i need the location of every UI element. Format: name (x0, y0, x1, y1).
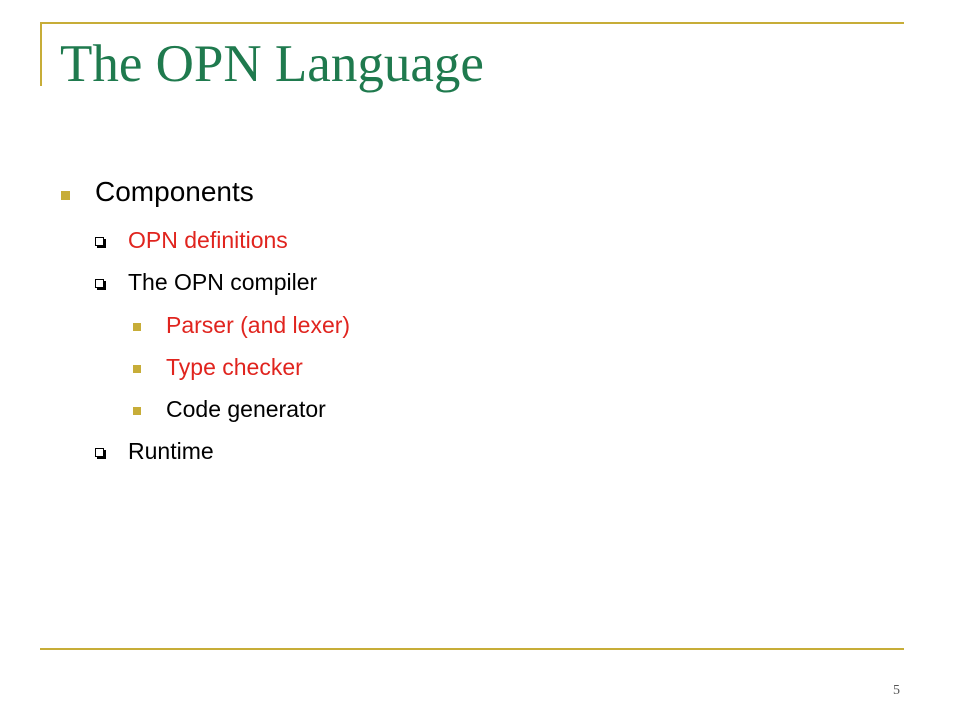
left-border-line (40, 22, 42, 86)
checkbox-bullet-icon (95, 237, 104, 246)
bullet-opn-compiler: The OPN compiler (128, 269, 318, 295)
bullet-square-icon (133, 365, 141, 373)
bullet-runtime: Runtime (128, 438, 214, 464)
bullet-opn-definitions: OPN definitions (128, 227, 288, 253)
checkbox-bullet-icon (95, 279, 104, 288)
top-border-line (40, 22, 904, 24)
bullet-components: Components (95, 176, 254, 207)
bottom-border-line (40, 648, 904, 650)
checkbox-bullet-icon (95, 448, 104, 457)
bullet-square-icon (133, 407, 141, 415)
bullet-code-generator: Code generator (166, 396, 326, 422)
bullet-parser: Parser (and lexer) (166, 312, 351, 338)
bullet-square-icon (133, 323, 141, 331)
bullet-square-icon (61, 191, 70, 200)
page-number: 5 (893, 683, 900, 698)
bullet-type-checker: Type checker (166, 354, 303, 380)
slide-title: The OPN Language (60, 35, 484, 93)
